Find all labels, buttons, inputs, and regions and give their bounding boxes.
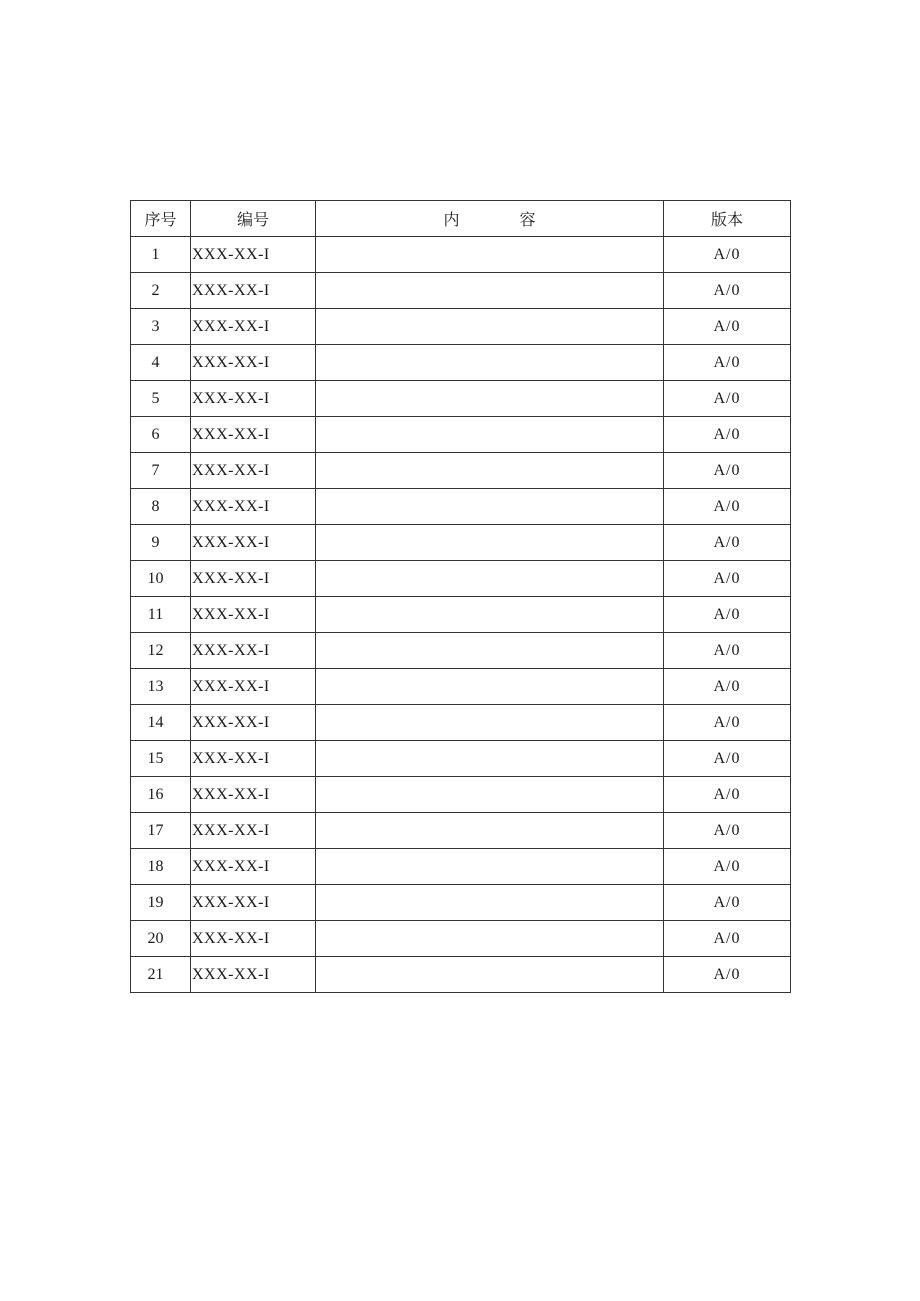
cell-version: A/0 bbox=[664, 237, 791, 273]
cell-version: A/0 bbox=[664, 633, 791, 669]
cell-seq: 15 bbox=[131, 741, 191, 777]
cell-version: A/0 bbox=[664, 525, 791, 561]
table-row bbox=[131, 741, 791, 777]
table-row bbox=[131, 453, 791, 489]
table-row bbox=[131, 777, 791, 813]
cell-version: A/0 bbox=[664, 273, 791, 309]
cell-content bbox=[316, 381, 664, 417]
header-content-label: 内容 bbox=[443, 210, 596, 229]
cell-code: XXX-XX-I bbox=[191, 525, 316, 561]
cell-seq: 6 bbox=[131, 417, 191, 453]
table-row bbox=[131, 237, 791, 273]
table-row bbox=[131, 417, 791, 453]
cell-seq: 2 bbox=[131, 273, 191, 309]
cell-seq: 7 bbox=[131, 453, 191, 489]
cell-seq: 5 bbox=[131, 381, 191, 417]
cell-seq: 20 bbox=[131, 921, 191, 957]
table-row bbox=[131, 525, 791, 561]
cell-version: A/0 bbox=[664, 669, 791, 705]
cell-seq: 3 bbox=[131, 309, 191, 345]
cell-code: XXX-XX-I bbox=[191, 777, 316, 813]
cell-code: XXX-XX-I bbox=[191, 417, 316, 453]
header-version: 版本 bbox=[664, 201, 791, 237]
cell-seq: 9 bbox=[131, 525, 191, 561]
cell-code: XXX-XX-I bbox=[191, 273, 316, 309]
table-header bbox=[131, 201, 791, 237]
document-index-table bbox=[130, 200, 791, 993]
cell-version: A/0 bbox=[664, 453, 791, 489]
cell-version: A/0 bbox=[664, 561, 791, 597]
cell-code: XXX-XX-I bbox=[191, 489, 316, 525]
cell-content bbox=[316, 273, 664, 309]
table-row bbox=[131, 309, 791, 345]
table-row bbox=[131, 885, 791, 921]
cell-seq: 4 bbox=[131, 345, 191, 381]
cell-code: XXX-XX-I bbox=[191, 597, 316, 633]
cell-code: XXX-XX-I bbox=[191, 633, 316, 669]
cell-version: A/0 bbox=[664, 777, 791, 813]
cell-content bbox=[316, 345, 664, 381]
cell-code: XXX-XX-I bbox=[191, 381, 316, 417]
cell-seq: 11 bbox=[131, 597, 191, 633]
header-seq: 序号 bbox=[131, 201, 191, 237]
table-row bbox=[131, 633, 791, 669]
table-row bbox=[131, 489, 791, 525]
cell-version: A/0 bbox=[664, 489, 791, 525]
cell-content bbox=[316, 813, 664, 849]
table-row bbox=[131, 849, 791, 885]
cell-code: XXX-XX-I bbox=[191, 309, 316, 345]
cell-content bbox=[316, 921, 664, 957]
cell-version: A/0 bbox=[664, 597, 791, 633]
cell-seq: 16 bbox=[131, 777, 191, 813]
cell-seq: 1 bbox=[131, 237, 191, 273]
cell-code: XXX-XX-I bbox=[191, 705, 316, 741]
cell-content bbox=[316, 741, 664, 777]
cell-seq: 10 bbox=[131, 561, 191, 597]
cell-code: XXX-XX-I bbox=[191, 741, 316, 777]
cell-content bbox=[316, 237, 664, 273]
table-body bbox=[131, 237, 791, 993]
cell-version: A/0 bbox=[664, 813, 791, 849]
header-content bbox=[316, 201, 664, 237]
cell-code: XXX-XX-I bbox=[191, 669, 316, 705]
cell-content bbox=[316, 777, 664, 813]
header-row bbox=[131, 201, 791, 237]
cell-content bbox=[316, 561, 664, 597]
cell-version: A/0 bbox=[664, 741, 791, 777]
cell-version: A/0 bbox=[664, 345, 791, 381]
cell-seq: 19 bbox=[131, 885, 191, 921]
table-row bbox=[131, 345, 791, 381]
cell-code: XXX-XX-I bbox=[191, 561, 316, 597]
cell-code: XXX-XX-I bbox=[191, 453, 316, 489]
table-row bbox=[131, 921, 791, 957]
cell-content bbox=[316, 669, 664, 705]
cell-code: XXX-XX-I bbox=[191, 813, 316, 849]
cell-content bbox=[316, 453, 664, 489]
cell-seq: 14 bbox=[131, 705, 191, 741]
cell-seq: 12 bbox=[131, 633, 191, 669]
cell-content bbox=[316, 885, 664, 921]
table-row bbox=[131, 705, 791, 741]
cell-seq: 17 bbox=[131, 813, 191, 849]
cell-code: XXX-XX-I bbox=[191, 237, 316, 273]
cell-content bbox=[316, 633, 664, 669]
cell-version: A/0 bbox=[664, 957, 791, 993]
cell-seq: 18 bbox=[131, 849, 191, 885]
cell-content bbox=[316, 849, 664, 885]
cell-code: XXX-XX-I bbox=[191, 849, 316, 885]
table-row bbox=[131, 669, 791, 705]
header-code: 编号 bbox=[191, 201, 316, 237]
table-row bbox=[131, 273, 791, 309]
cell-content bbox=[316, 957, 664, 993]
table-row bbox=[131, 561, 791, 597]
cell-content bbox=[316, 489, 664, 525]
cell-version: A/0 bbox=[664, 849, 791, 885]
cell-code: XXX-XX-I bbox=[191, 885, 316, 921]
cell-content bbox=[316, 417, 664, 453]
cell-version: A/0 bbox=[664, 381, 791, 417]
cell-seq: 8 bbox=[131, 489, 191, 525]
cell-version: A/0 bbox=[664, 309, 791, 345]
cell-version: A/0 bbox=[664, 885, 791, 921]
table-row bbox=[131, 957, 791, 993]
table-row bbox=[131, 813, 791, 849]
cell-code: XXX-XX-I bbox=[191, 345, 316, 381]
cell-seq: 13 bbox=[131, 669, 191, 705]
cell-version: A/0 bbox=[664, 705, 791, 741]
cell-version: A/0 bbox=[664, 417, 791, 453]
cell-code: XXX-XX-I bbox=[191, 957, 316, 993]
cell-code: XXX-XX-I bbox=[191, 921, 316, 957]
table-row bbox=[131, 597, 791, 633]
cell-content bbox=[316, 597, 664, 633]
cell-content bbox=[316, 705, 664, 741]
cell-content bbox=[316, 525, 664, 561]
table-row bbox=[131, 381, 791, 417]
cell-content bbox=[316, 309, 664, 345]
cell-seq: 21 bbox=[131, 957, 191, 993]
cell-version: A/0 bbox=[664, 921, 791, 957]
